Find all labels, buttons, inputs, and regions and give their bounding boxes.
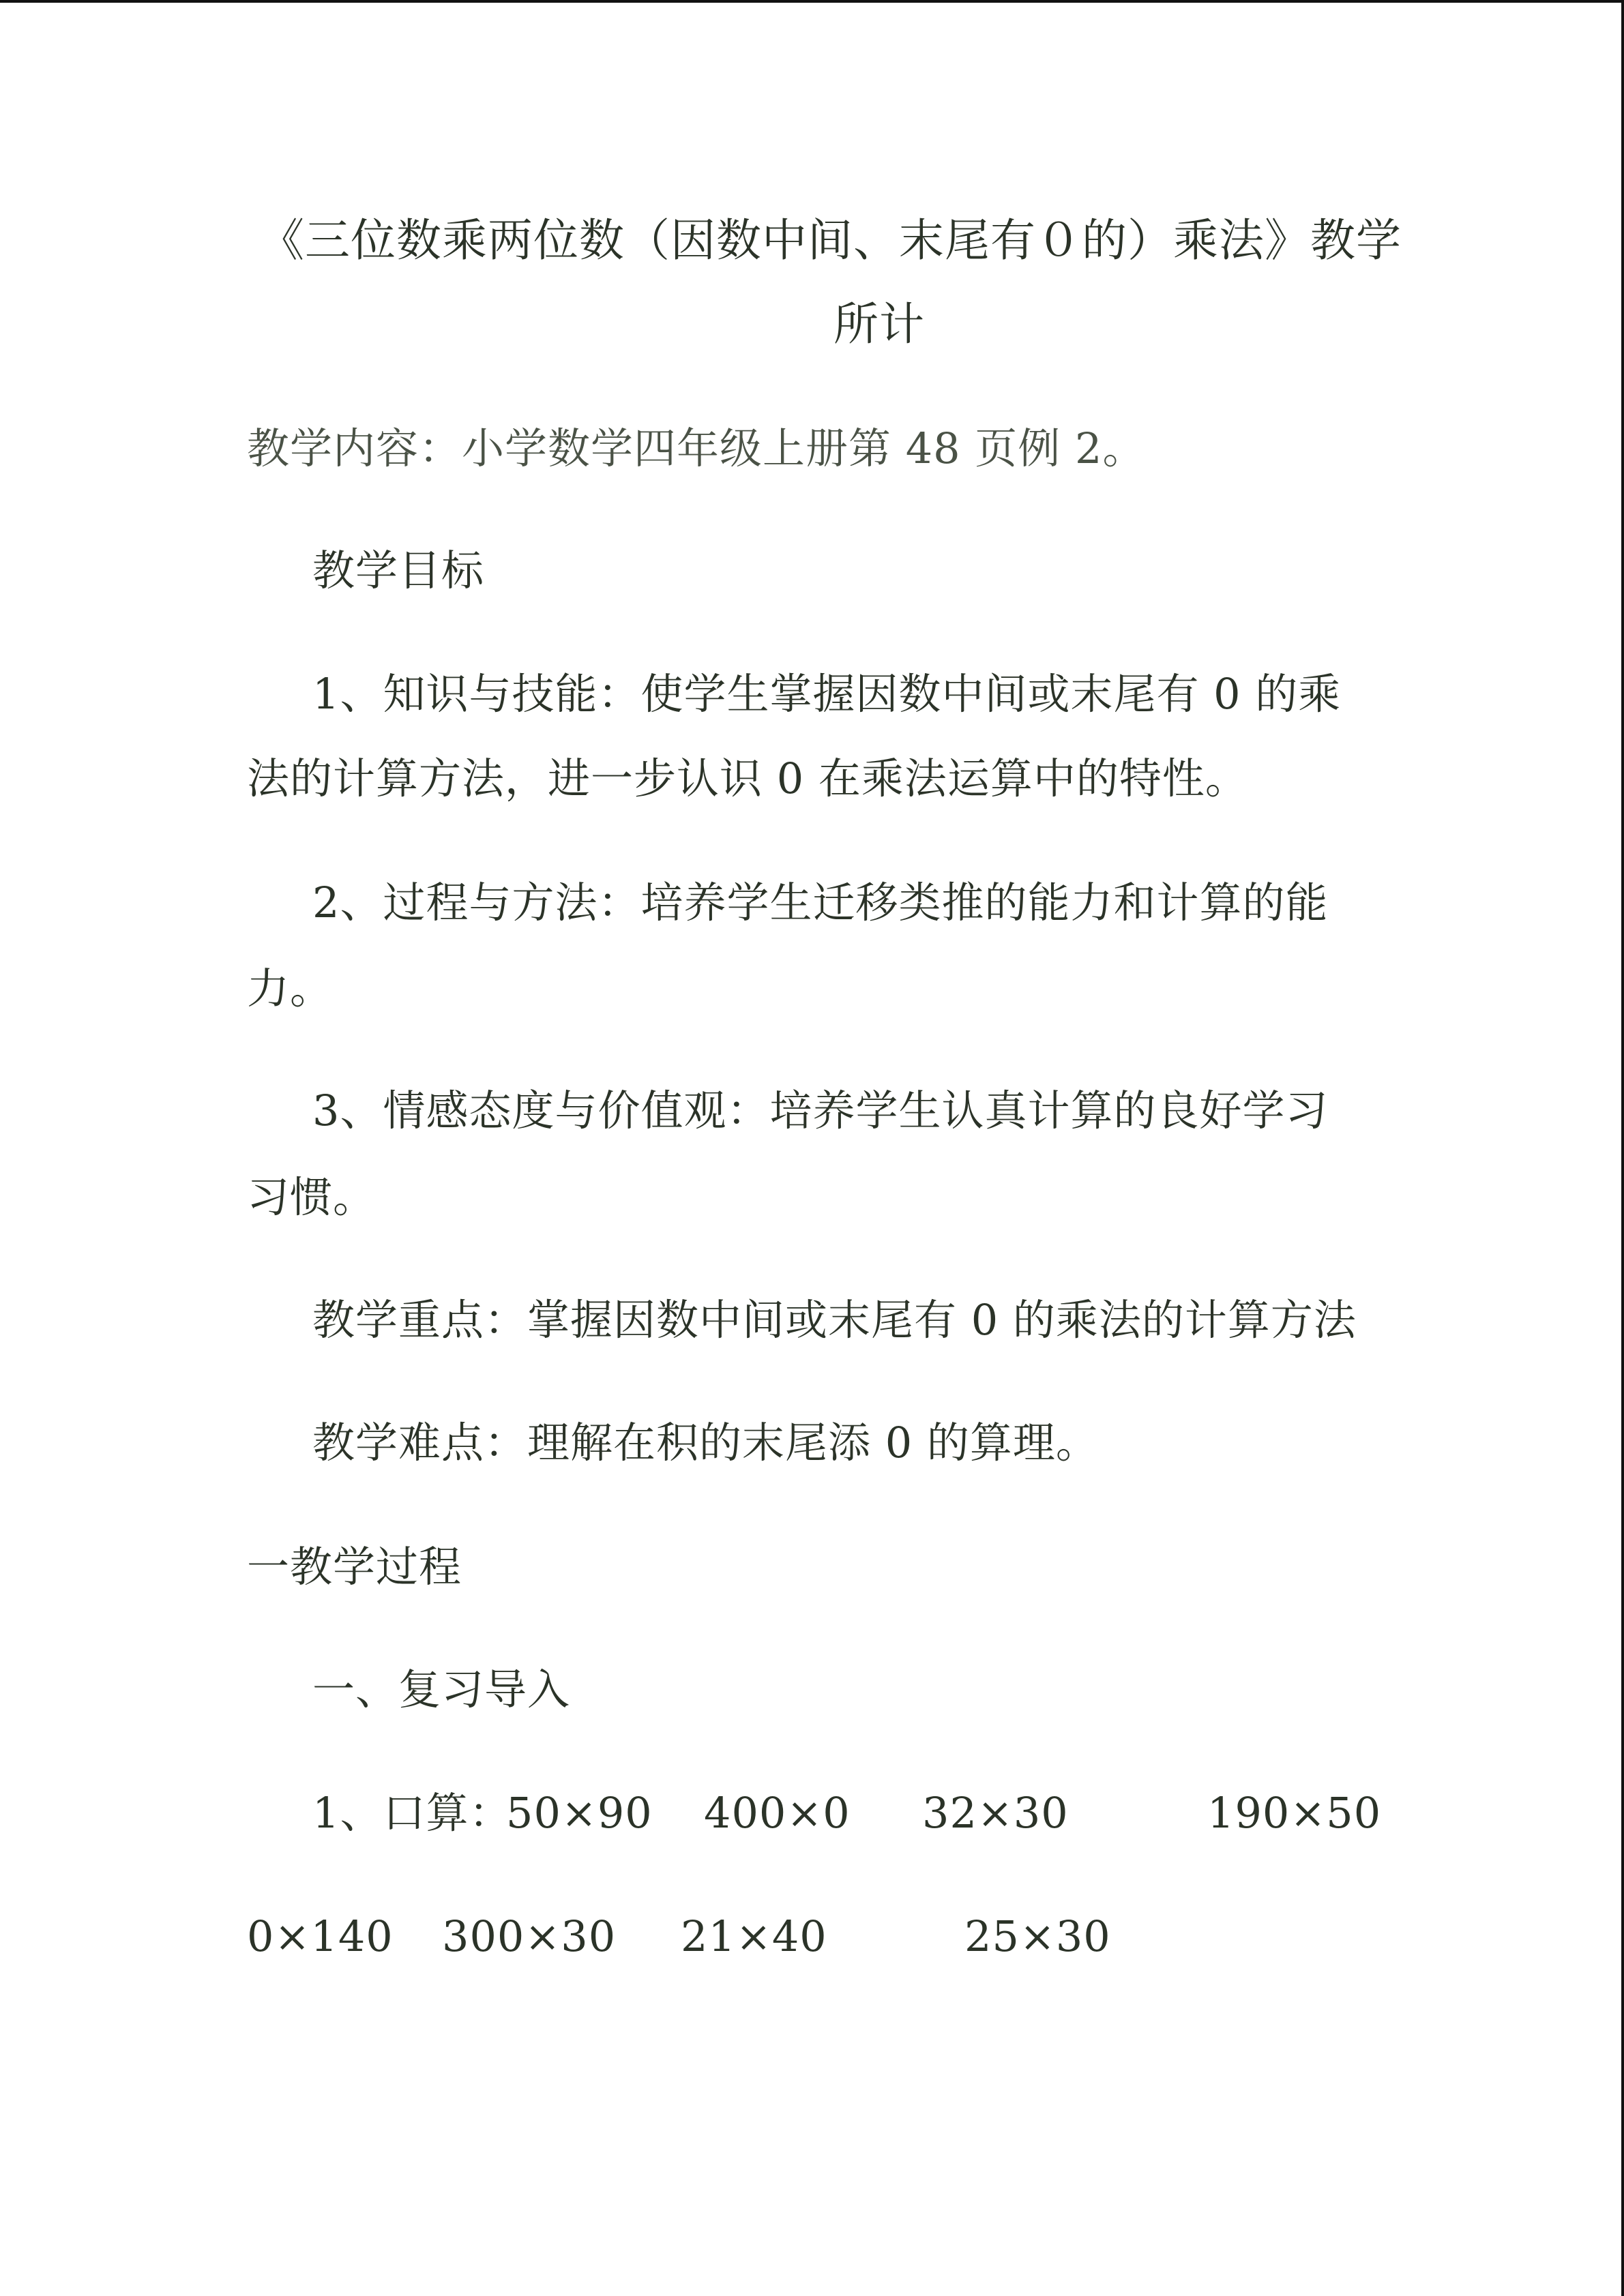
- oral-item: 50×90: [506, 1788, 653, 1838]
- oral-item: 25×30: [964, 1911, 1111, 1961]
- teaching-content: 教学内容：小学数学四年级上册第 48 页例 2。: [247, 423, 1146, 473]
- difficulty-point: 教学难点：理解在积的末尾添 0 的算理。: [312, 1418, 1099, 1467]
- doc-title-line2: 所计: [833, 298, 925, 351]
- objective2-line2: 力。: [247, 964, 334, 1013]
- oral-calc-row1: [312, 1786, 512, 1840]
- doc-title-line1: 《三位数乘两位数（因数中间、末尾有０的）乘法》教学: [259, 214, 1402, 267]
- objective1-line1: 1、知识与技能：使学生掌握因数中间或末尾有 0 的乘: [312, 669, 1342, 719]
- oral-item: 32×30: [922, 1788, 1069, 1838]
- oral-item: 0×140: [247, 1911, 394, 1961]
- oral-item: 21×40: [681, 1911, 827, 1961]
- oral-item: 300×30: [442, 1911, 617, 1961]
- oral-item: 400×0: [704, 1788, 851, 1838]
- key-point: 教学重点：掌握因数中间或末尾有 0 的乘法的计算方法: [312, 1295, 1357, 1345]
- oral-item: 190×50: [1207, 1788, 1382, 1838]
- section1-heading: 一、复习导入: [312, 1665, 571, 1714]
- process-heading: 一教学过程: [247, 1542, 462, 1592]
- objective3-line2: 习惯。: [247, 1172, 377, 1222]
- objective1-line2: 法的计算方法，进一步认识 0 在乘法运算中的特性。: [247, 754, 1248, 803]
- objective2-line1: 2、过程与方法：培养学生迁移类推的能力和计算的能: [312, 878, 1329, 927]
- objectives-heading: 教学目标: [312, 546, 485, 595]
- oral-label: 1、口算：: [312, 1788, 512, 1838]
- objective3-line1: 3、情感态度与价值观：培养学生认真计算的良好学习: [312, 1086, 1329, 1135]
